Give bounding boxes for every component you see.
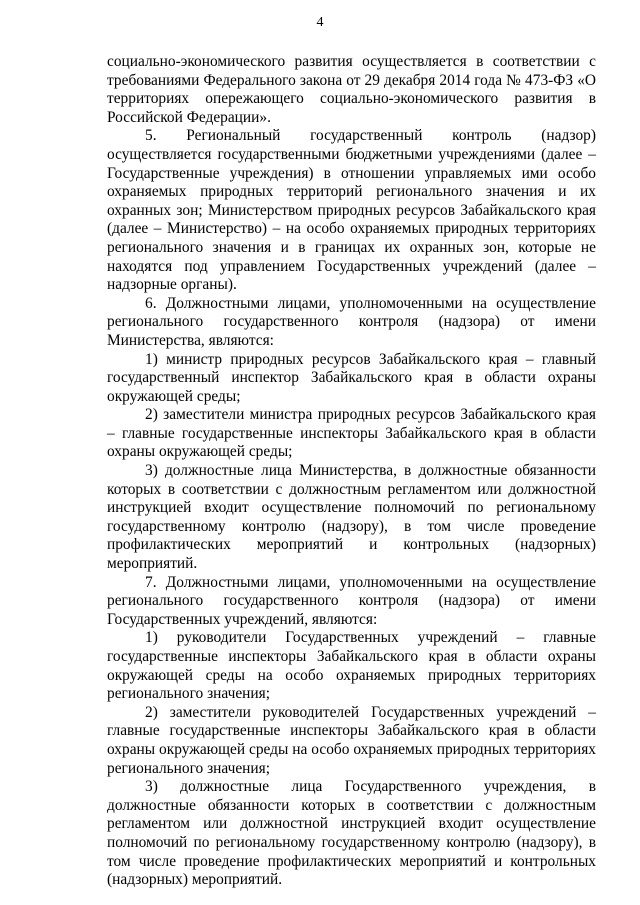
paragraph-clause-6-item-1: 1) министр природных ресурсов Забайкальского края – главный государственный инспектор Забайкальского края в области охраны окружающей среды; xyxy=(107,350,596,405)
paragraph-clause-6: 6. Должностными лицами, уполномоченными на осуществление регионального государственного контроля (надзора) от имени Министерства, являются: xyxy=(107,294,596,349)
paragraph-clause-5: 5. Региональный государственный контроль (надзор) осуществляется государственными бюджетными учреждениями (далее – Государственные учреждения) в отношении управляемых ими особо охраняемых природных территорий регионального значения и их охранных зон; Министерством природных ресурсов Забайкальского края (далее – Министерство) – на особо охраняемых природных территориях регионального значения и в границах их охранных зон, которые не находятся под управлением Государственных учреждений (далее – надзорные органы). xyxy=(107,127,596,294)
paragraph-clause-7-item-2: 2) заместители руководителей Государственных учреждений – главные государственные инспекторы Забайкальского края в области охраны окружающей среды на особо охраняемых природных территориях регионального значения; xyxy=(107,703,596,777)
paragraph-clause-7: 7. Должностными лицами, уполномоченными на осуществление регионального государственного контроля (надзора) от имени Государственных учреждений, являются: xyxy=(107,573,596,628)
paragraph-continuation: социально-экономического развития осуществляется в соответствии с требованиями Федерального закона от 29 декабря 2014 года № 473-ФЗ «О территориях опережающего социально-экономического развития в Российской Федерации». xyxy=(107,53,596,126)
document-body xyxy=(107,53,596,890)
paragraph-clause-6-item-2: 2) заместители министра природных ресурсов Забайкальского края – главные государственные инспекторы Забайкальского края в области охраны окружающей среды; xyxy=(107,406,596,461)
paragraph-clause-6-item-3: 3) должностные лица Министерства, в должностные обязанности которых в соответствии с должностным регламентом или должностной инструкцией входит осуществление полномочий по региональному государственному контролю (надзору), в том числе проведение профилактических мероприятий и контрольных (надзорных) мероприятий. xyxy=(107,462,596,573)
paragraph-clause-7-item-1: 1) руководители Государственных учреждений – главные государственные инспекторы Забайкальского края в области охраны окружающей среды на особо охраняемых природных территориях регионального значения; xyxy=(107,629,596,703)
paragraph-clause-7-item-3: 3) должностные лица Государственного учреждения, в должностные обязанности которых в соответствии с должностным регламентом или должностной инструкцией входит осуществление полномочий по региональному государственному контролю (надзору), в том числе проведение профилактических мероприятий и контрольных (надзорных) мероприятий. xyxy=(107,778,596,889)
page-number: 4 xyxy=(316,15,324,30)
